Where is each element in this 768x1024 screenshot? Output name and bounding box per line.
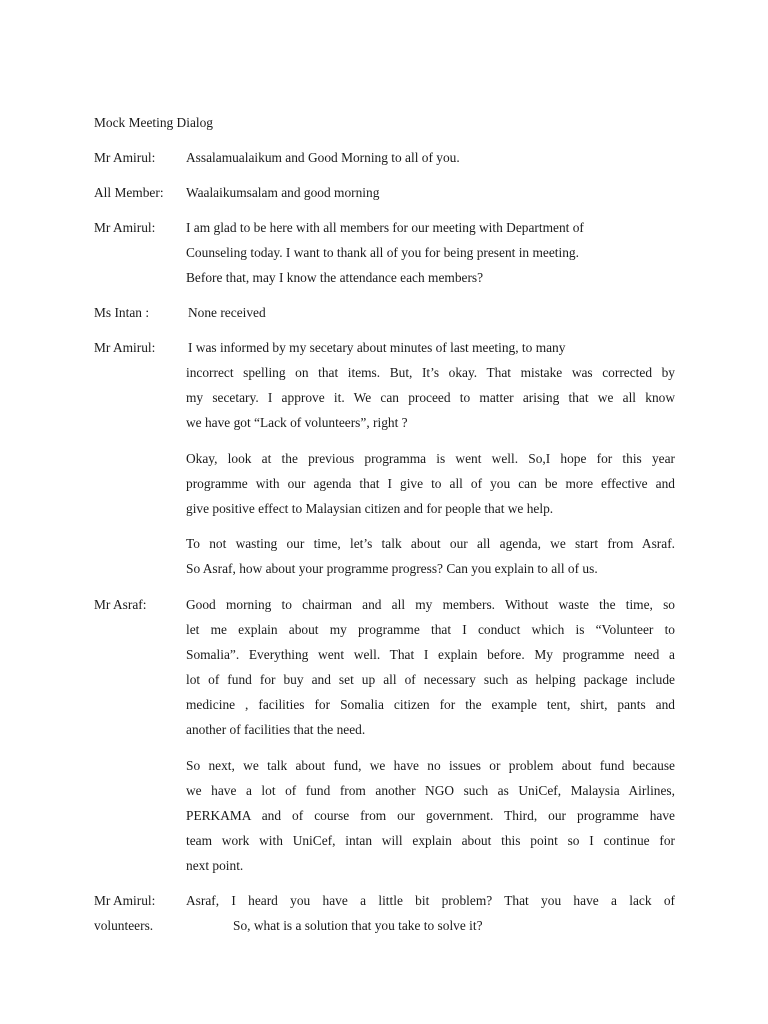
speaker-label: All Member: <box>94 185 164 200</box>
dialog-line: None received <box>188 305 266 320</box>
dialog-line: we have got “Lack of volunteers”, right ? <box>186 415 408 430</box>
dialog-line: another of facilities that the need. <box>186 722 366 737</box>
document-title: Mock Meeting Dialog <box>94 115 214 130</box>
dialog-line: I am glad to be here with all members for our meeting with Department of <box>186 220 584 235</box>
dialog-line: Before that, may I know the attendance each members? <box>186 270 484 285</box>
dialog-line: programme with our agenda that I give to all of you can be more effective and <box>186 476 675 491</box>
dialog-line: my secetary. I approve it. We can proceed to matter arising that we all know <box>186 390 675 405</box>
dialog-line: medicine , facilities for Somalia citizen for the example tent, shirt, pants and <box>186 697 675 712</box>
dialog-line: Okay, look at the previous programma is went well. So,I hope for this year <box>186 451 675 466</box>
dialog-line: So Asraf, how about your programme progress? Can you explain to all of us. <box>186 561 598 576</box>
dialog-line: So, what is a solution that you take to solve it? <box>233 918 483 933</box>
speaker-label: Ms Intan : <box>94 305 150 320</box>
dialog-line: incorrect spelling on that items. But, It’s okay. That mistake was corrected by <box>186 365 675 380</box>
dialog-line: Waalaikumsalam and good morning <box>186 185 380 200</box>
dialog-line: Good morning to chairman and all my members. Without waste the time, so <box>186 597 675 612</box>
speaker-label: Mr Amirul: <box>94 893 156 908</box>
dialog-line: lot of fund for buy and set up all of necessary such as helping package include <box>186 672 675 687</box>
dialog-line: So next, we talk about fund, we have no issues or problem about fund because <box>186 758 675 773</box>
dialog-line: Assalamualaikum and Good Morning to all of you. <box>186 150 460 165</box>
dialog-line: Counseling today. I want to thank all of you for being present in meeting. <box>186 245 579 260</box>
dialog-line: give positive effect to Malaysian citizen and for people that we help. <box>186 501 554 516</box>
dialog-line: next point. <box>186 858 244 873</box>
speaker-label: Mr Amirul: <box>94 220 156 235</box>
dialog-line: I was informed by my secetary about minutes of last meeting, to many <box>188 340 566 355</box>
dialog-line: Somalia”. Everything went well. That I explain before. My programme need a <box>186 647 675 662</box>
speaker-label: Mr Amirul: <box>94 150 156 165</box>
dialog-line: To not wasting our time, let’s talk about our all agenda, we start from Asraf. <box>186 536 675 551</box>
dialog-line: Asraf, I heard you have a little bit problem? That you have a lack of <box>186 893 675 908</box>
speaker-label: volunteers. <box>94 918 154 933</box>
speaker-label: Mr Asraf: <box>94 597 147 612</box>
dialog-line: let me explain about my programme that I conduct which is “Volunteer to <box>186 622 675 637</box>
dialog-line: team work with UniCef, intan will explain about this point so I continue for <box>186 833 675 848</box>
dialog-line: we have a lot of fund from another NGO such as UniCef, Malaysia Airlines, <box>186 783 675 798</box>
dialog-line: PERKAMA and of course from our government. Third, our programme have <box>186 808 675 823</box>
speaker-label: Mr Amirul: <box>94 340 156 355</box>
